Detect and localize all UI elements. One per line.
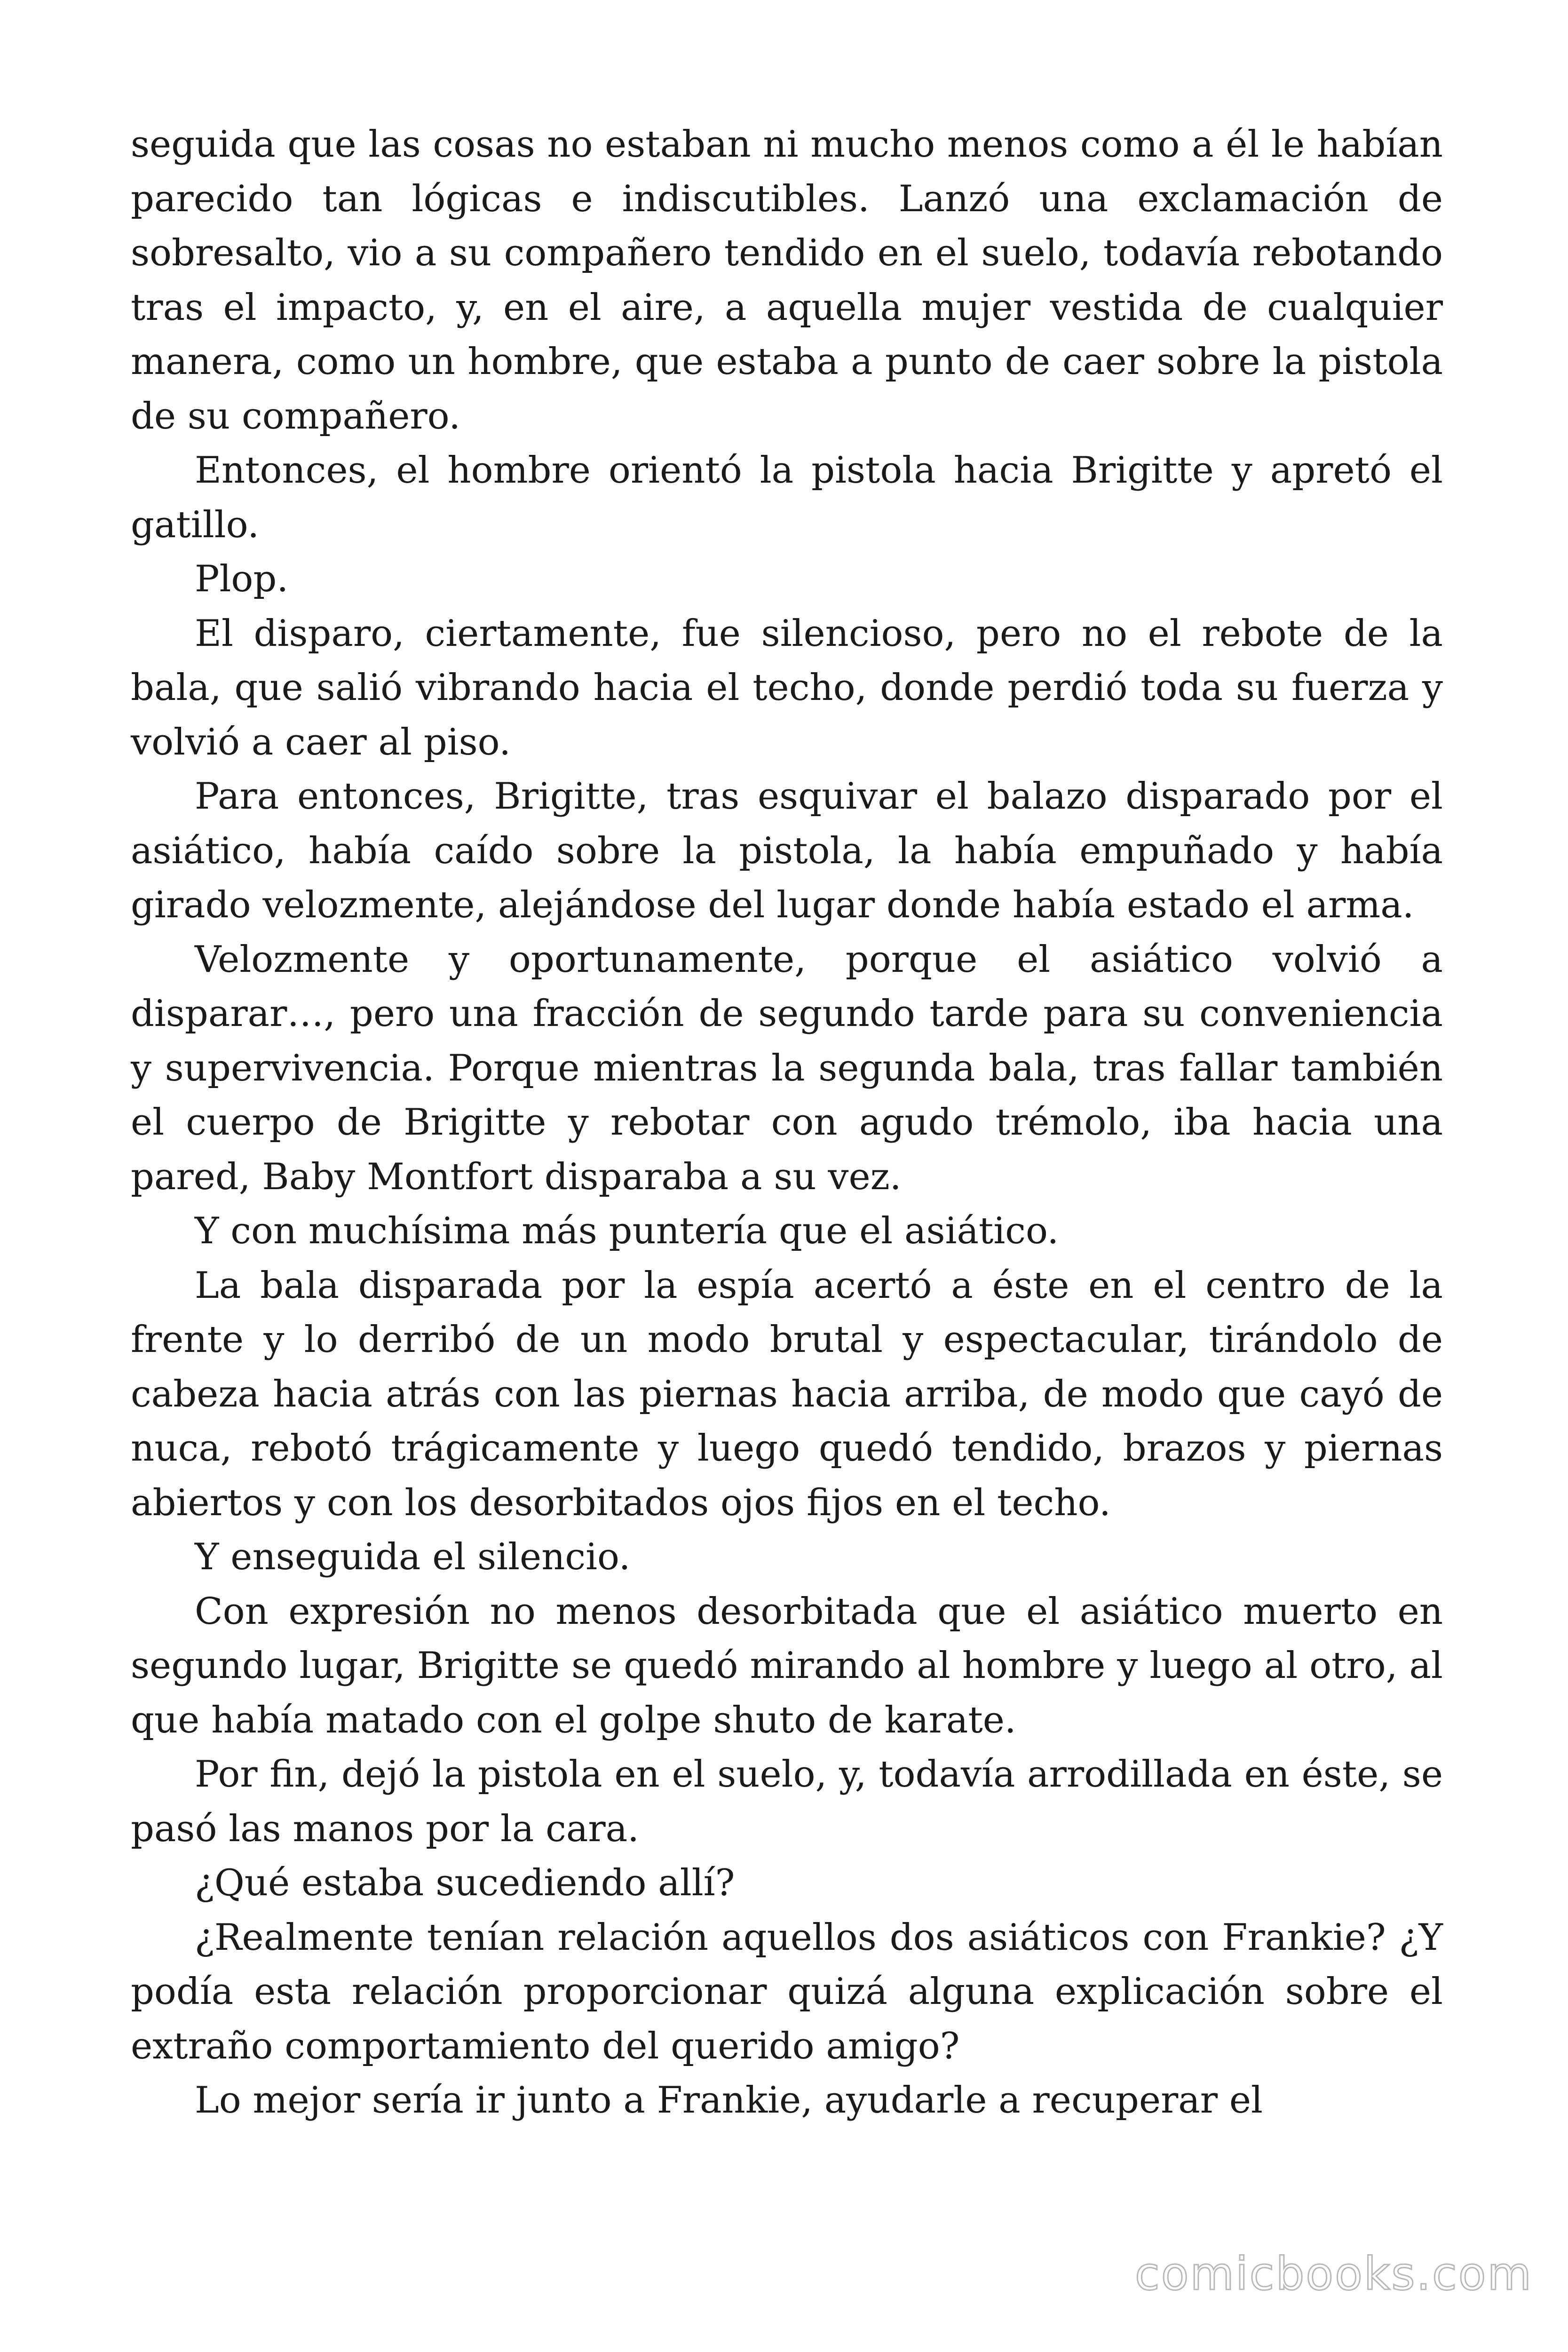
paragraph: Y enseguida el silencio. [195,1536,631,1578]
paragraph: Y con muchísima más puntería que el asiático. [195,1210,1059,1252]
paragraph: seguida que las cosas no estaban ni mucho menos como a él le habían parecido tan lógicas e indiscutibles. Lanzó una exclamación de sobresalto, vio a su compañero tendido en el suelo, todavía rebotando tras el impacto, y, en el aire, a aquella mujer vestida de cualquier manera, como un hombre, que estaba a punto de caer sobre la pistola de su compañero. [131,123,1443,437]
paragraph: Por fin, dejó la pistola en el suelo, y, todavía arrodillada en éste, se pasó las manos por la cara. [131,1753,1443,1850]
paragraph: ¿Qué estaba sucediendo allí? [195,1862,735,1904]
book-page-text [131,118,1443,2128]
paragraph: El disparo, ciertamente, fue silencioso, pero no el rebote de la bala, que salió vibrando hacia el techo, donde perdió toda su fuerza y volvió a caer al piso. [131,612,1443,763]
paragraph: ¿Realmente tenían relación aquellos dos asiáticos con Frankie? ¿Y podía esta relación proporcionar quizá alguna explicación sobre el extraño comportamiento del querido amigo? [131,1916,1443,2067]
paragraph: La bala disparada por la espía acertó a éste en el centro de la frente y lo derribó de un modo brutal y espectacular, tirándolo de cabeza hacia atrás con las piernas hacia arriba, de modo que cayó de nuca, rebotó trágicamente y luego quedó tendido, brazos y piernas abiertos y con los desorbitados ojos fijos en el techo. [131,1264,1443,1524]
paragraph: Velozmente y oportunamente, porque el asiático volvió a disparar…, pero una fracción de segundo tarde para su conveniencia y supervivencia. Porque mientras la segunda bala, tras fallar también el cuerpo de Brigitte y rebotar con agudo trémolo, iba hacia una pared, Baby Montfort disparaba a su vez. [131,938,1443,1198]
paragraph: Entonces, el hombre orientó la pistola hacia Brigitte y apretó el gatillo. [131,449,1443,546]
paragraph: Para entonces, Brigitte, tras esquivar el balazo disparado por el asiático, había caído sobre la pistola, la había empuñado y había girado velozmente, alejándose del lugar donde había estado el arma. [131,775,1443,926]
paragraph: Plop. [195,558,289,600]
paragraph: Lo mejor sería ir junto a Frankie, ayudarle a recuperar el [195,2079,1263,2122]
watermark: comicbooks.com [1134,2248,1533,2300]
paragraph: Con expresión no menos desorbitada que el asiático muerto en segundo lugar, Brigitte se quedó mirando al hombre y luego al otro, al que había matado con el golpe shuto de karate. [131,1590,1443,1741]
